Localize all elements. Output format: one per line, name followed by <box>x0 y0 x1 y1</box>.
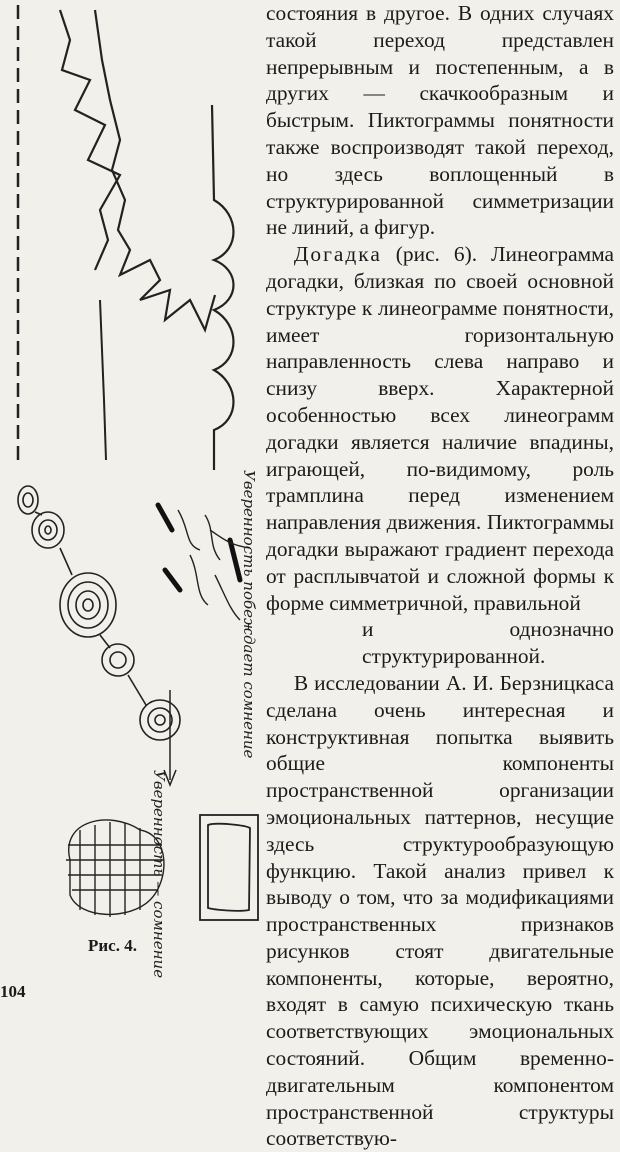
paragraph-2-body: (рис. 6). Линеограмма догадки, близкая по своей основной структуре к линеограмме понятности, имеет горизонтальную направленность слева направо и снизу вверх. Характерной особенностью всех линеограмм догадки является наличие впадины, играющей, по-видимому, роль трамплина перед изменением направления движения. Пиктограммы догадки выражают градиент перехода от расплывчатой и сложной формы к форме симметричной, правильной <box>266 242 614 615</box>
vertical-line-mid <box>100 300 106 460</box>
framed-rectangle <box>200 815 258 920</box>
paragraph-2-tail: и однозначно структурированной. <box>362 617 614 669</box>
burst-strokes <box>158 505 240 590</box>
figure-drawings <box>0 0 262 999</box>
jagged-line-upper <box>60 10 120 270</box>
paragraph-2-heading: Догадка <box>293 242 382 267</box>
figure-4 <box>0 0 262 999</box>
paragraph-2 <box>266 241 614 616</box>
figure-caption: Рис. 4. <box>88 936 137 955</box>
text-column <box>266 0 614 1152</box>
spiral-chain <box>18 486 180 740</box>
paragraph-1: состояния в другое. В одних случаях такой переход представлен непрерывным и постепенным, а в других — скачкообразным и быстрым. Пиктограммы понятности также воспроизводят такой переход, но здесь воплощенный в структурированной симметризации не линий, а фигур. <box>266 1 614 240</box>
zigzag-line <box>95 10 215 330</box>
paragraph-3: В исследовании А. И. Берзницкаса сделана очень интересная и конструктивная попытка выявить общие компоненты пространственной организации эмоциональных паттернов, несущие здесь структурообразующую функцию. Такой анализ привел к выводу о том, что за модификациями пространственных признаков рисунков стоят двигательные компоненты, которые, вероятно, входят в самую психическую ткань соответствующих эмоциональных состояний. Общим временно-двигательным компонентом пространственной структуры соответствую- <box>266 670 614 1151</box>
figure-label-1: Уверенность побеждает сомнение <box>240 470 258 759</box>
scalloped-line <box>212 105 234 470</box>
page-number: 104 <box>0 982 26 1001</box>
figure-label-2: Уверенность — сомнение <box>150 770 168 979</box>
